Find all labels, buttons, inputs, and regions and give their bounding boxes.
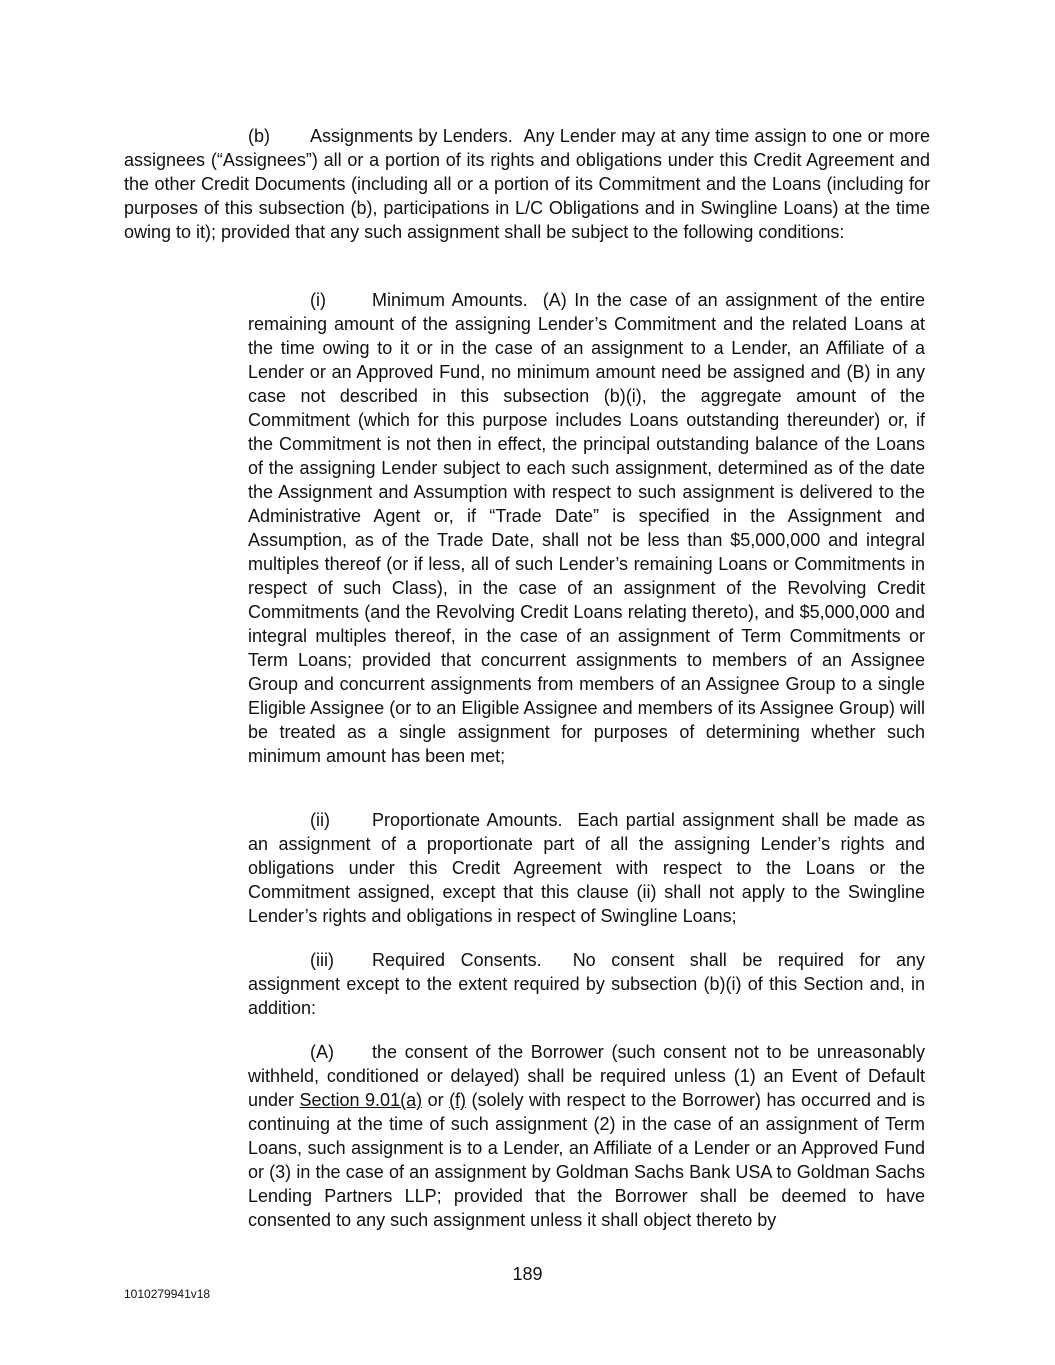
paragraph-heading: Minimum Amounts. xyxy=(372,290,528,310)
paragraph-text: (solely with respect to the Borrower) has occurred and is continuing at the time of such assignment (2) in the case of an assignment of Term Loans, such assignment is to a Lender, an Affiliate of a Lender or an Approved Fund or (3) in the case of an assignment by Goldman Sachs Bank USA to Goldman Sachs Lending Partners LLP; provided that the Borrower shall be deemed to have consented to any such assignment unless it shall object thereto by xyxy=(248,1090,925,1230)
paragraph-iii xyxy=(248,948,925,1020)
paragraph-number: (iii) xyxy=(310,950,334,970)
paragraph-ii xyxy=(248,808,925,928)
paragraph-text: Any Lender may at any time assign to one or more assignees (“Assignees”) all or a portion of its rights and obligations under this Credit Agreement and the other Credit Documents (including all or a portion of its Commitment and the Loans (including for purposes of this subsection (b), participations in L/C Obligations and in Swingline Loans) at the time owing to it); provided that any such assignment shall be subject to the following conditions: xyxy=(124,126,930,242)
paragraph-text: or xyxy=(427,1090,444,1110)
section-reference-link[interactable]: Section 9.01(a) xyxy=(299,1090,423,1110)
paragraph-text: the consent of the Borrower (such consent not to be unreasonably withheld, conditioned or delayed) shall be required unless (1) an Event of Default under xyxy=(248,1042,925,1110)
clause-reference-link[interactable]: (f) xyxy=(449,1090,467,1110)
paragraph-b xyxy=(124,124,930,244)
paragraph-number: (A) xyxy=(310,1042,334,1062)
paragraph-number: (ii) xyxy=(310,810,330,830)
paragraph-heading: Required Consents. xyxy=(372,950,542,970)
paragraph-A xyxy=(248,1040,925,1232)
paragraph-number: (i) xyxy=(310,290,326,310)
document-id: 1010279941v18 xyxy=(124,1287,211,1301)
paragraph-heading: Proportionate Amounts. xyxy=(372,810,563,830)
page-number: 189 xyxy=(512,1264,543,1284)
paragraph-heading: Assignments by Lenders. xyxy=(310,126,513,146)
paragraph-text: No consent shall be required for any assignment except to the extent required by subsection (b)(i) of this Section and, in addition: xyxy=(248,950,926,1018)
paragraph-text: Each partial assignment shall be made as an assignment of a proportionate part of all the assigning Lender’s rights and obligations under this Credit Agreement with respect to the Loans or the Commitment assigned, except that this clause (ii) shall not apply to the Swingline Lender’s rights and obligations in respect of Swingline Loans; xyxy=(248,810,925,926)
paragraph-number: (b) xyxy=(248,126,270,146)
paragraph-text: (A) In the case of an assignment of the entire remaining amount of the assigning Lender’s Commitment and the related Loans at the time owing to it or in the case of an assignment to a Lender, an Affiliate of a Lender or an Approved Fund, no minimum amount need be assigned and (B) in any case not described in this subsection (b)(i), the aggregate amount of the Commitment (which for this purpose includes Loans outstanding thereunder) or, if the Commitment is not then in effect, the principal outstanding balance of the Loans of the assigning Lender subject to each such assignment, determined as of the date the Assignment and Assumption with respect to such assignment is delivered to the Administrative Agent or, if “Trade Date” is specified in the Assignment and Assumption, as of the Trade Date, shall not be less than $5,000,000 and integral multiples thereof (or if less, all of such Lender’s remaining Loans or Commitments in respect of such Class), in the case of an assignment of the Revolving Credit Commitments (and the Revolving Credit Loans relating thereto), and $5,000,000 and integral multiples thereof, in the case of an assignment of Term Commitments or Term Loans; provided that concurrent assignments to members of an Assignee Group and concurrent assignments from members of an Assignee Group to a single Eligible Assignee (or to an Eligible Assignee and members of its Assignee Group) will be treated as a single assignment for purposes of determining whether such minimum amount has been met; xyxy=(248,290,925,766)
paragraph-i xyxy=(248,288,925,768)
